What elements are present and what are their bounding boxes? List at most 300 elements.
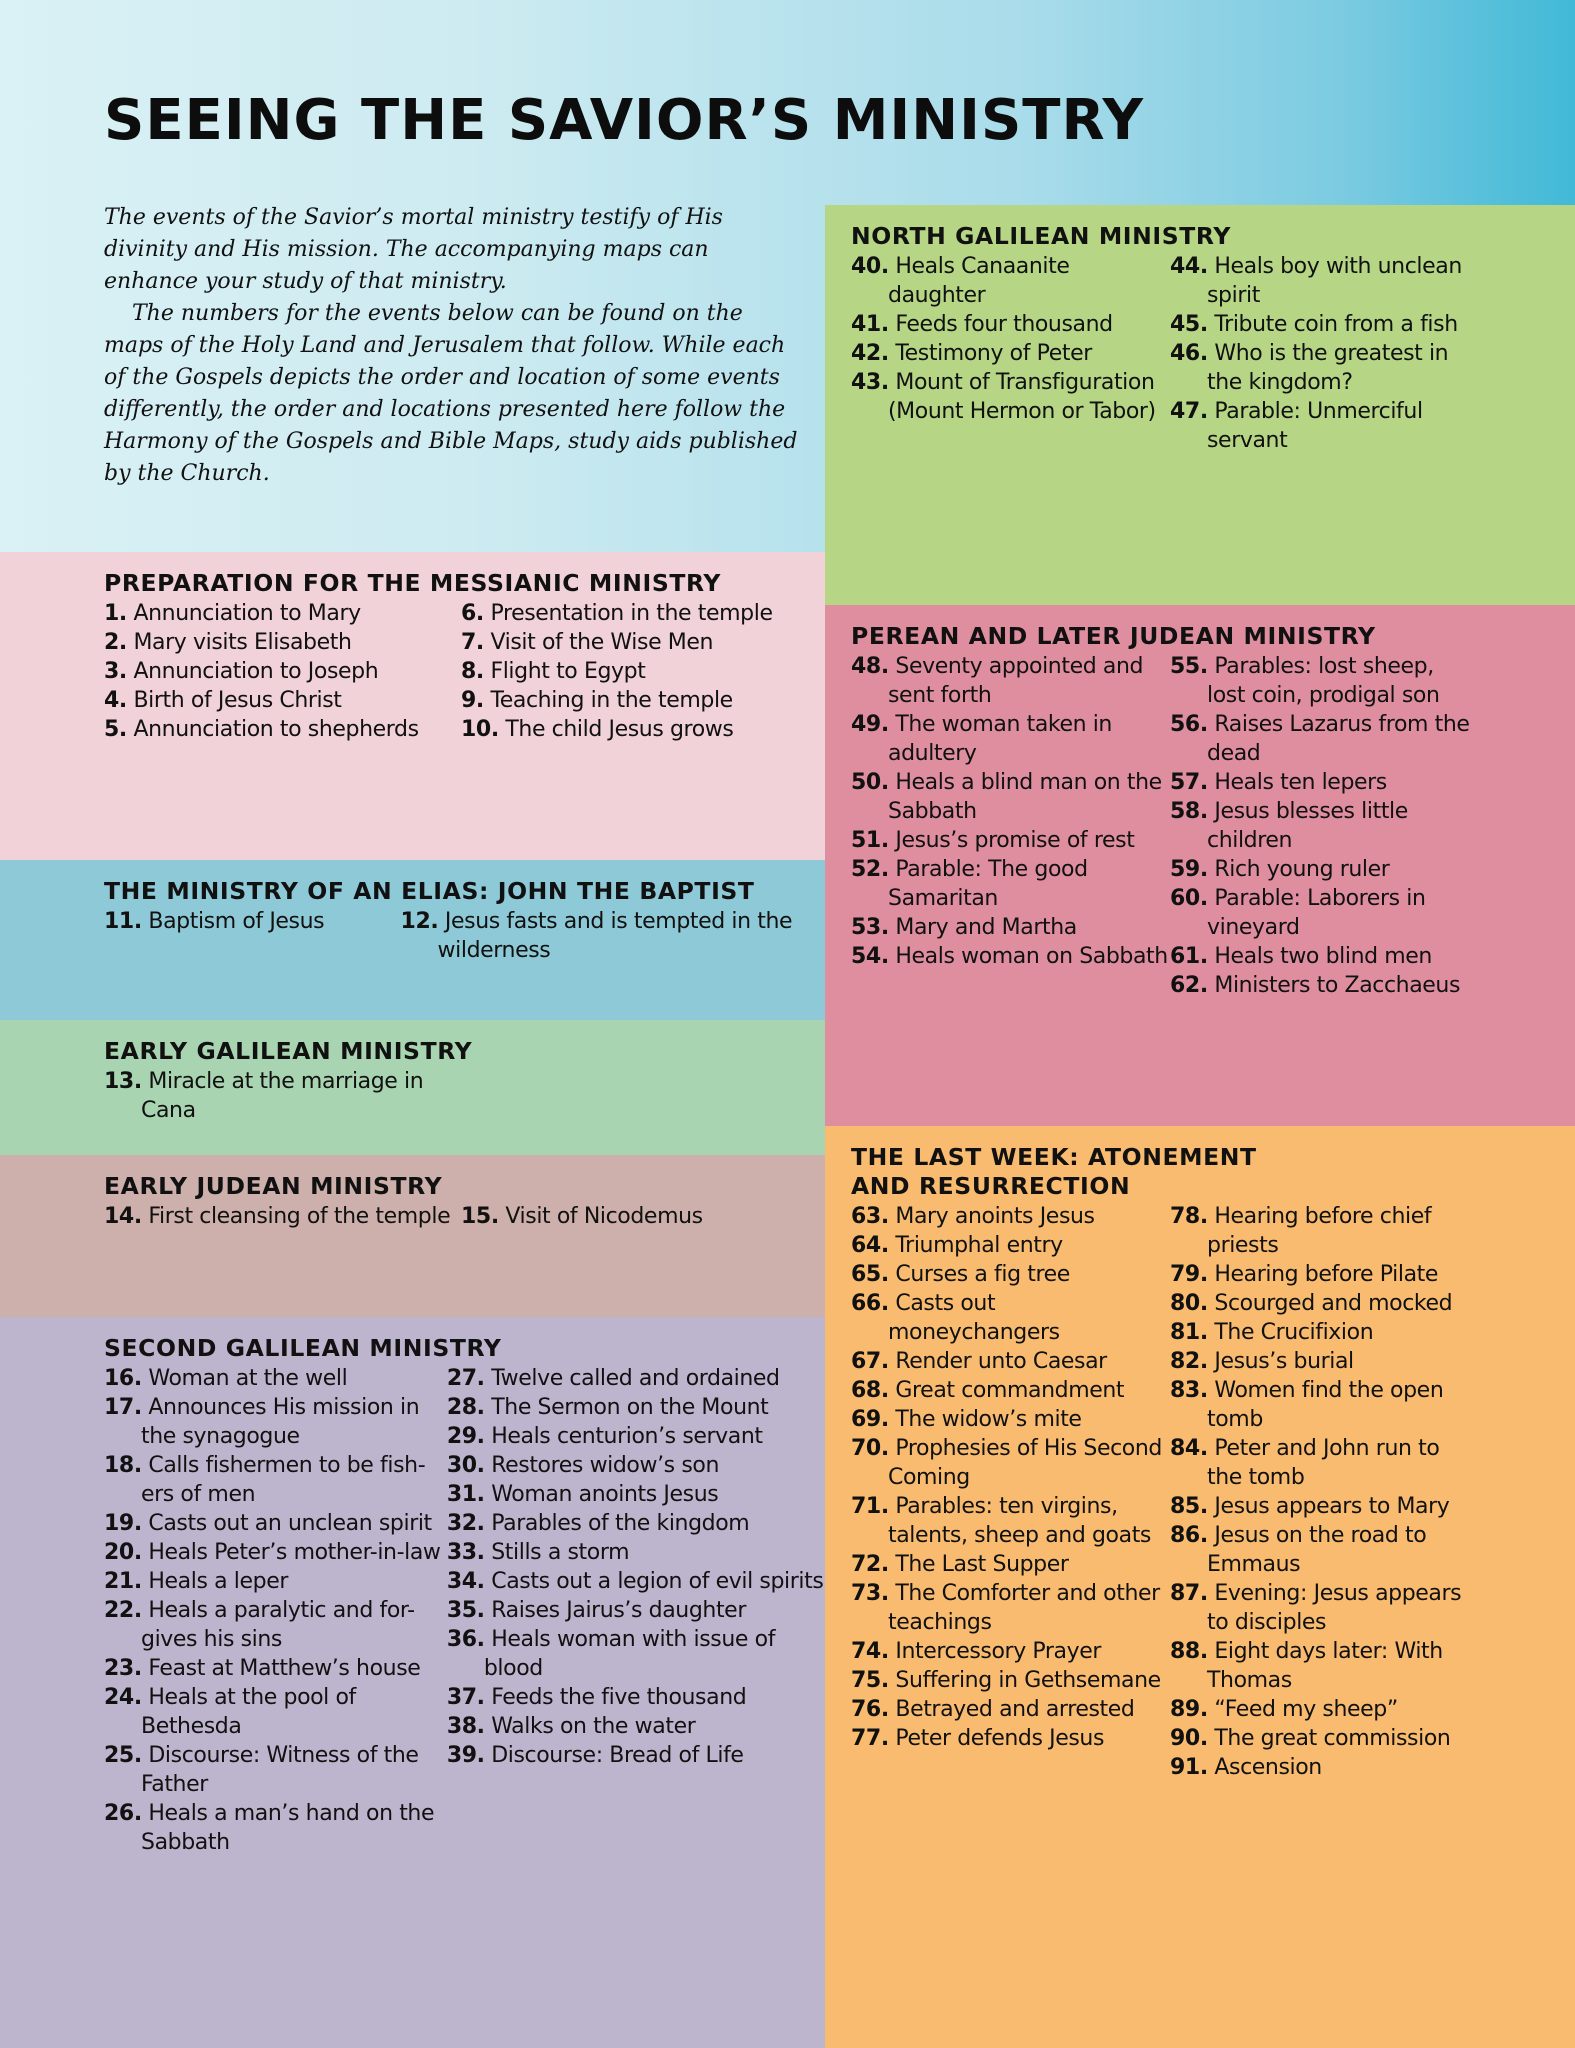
event-item bbox=[851, 855, 1170, 913]
event-number: 5. bbox=[104, 717, 127, 742]
event-number: 54. bbox=[851, 944, 889, 969]
event-item bbox=[1170, 971, 1470, 1000]
event-text: First cleansing of the temple bbox=[148, 1204, 451, 1229]
event-item bbox=[1170, 1289, 1470, 1318]
event-number: 4. bbox=[104, 688, 127, 713]
event-text: Discourse: Bread of Life bbox=[491, 1743, 744, 1768]
event-text: Scourged and mocked bbox=[1214, 1291, 1453, 1316]
event-item bbox=[851, 1695, 1170, 1724]
event-column bbox=[104, 1202, 461, 1231]
event-text: Hearing before chief priests bbox=[1207, 1204, 1432, 1258]
event-text: Mary visits Elisabeth bbox=[133, 630, 352, 655]
event-number: 79. bbox=[1170, 1262, 1208, 1287]
event-number: 20. bbox=[104, 1540, 142, 1565]
event-item bbox=[104, 1567, 447, 1596]
event-columns bbox=[104, 599, 825, 744]
section-preparation bbox=[0, 552, 825, 860]
event-column bbox=[1170, 252, 1470, 455]
event-text: Prophesies of His Second Coming bbox=[888, 1436, 1162, 1490]
event-text: Heals centurion’s servant bbox=[491, 1424, 763, 1449]
event-number: 41. bbox=[851, 312, 889, 337]
event-text: Teaching in the temple bbox=[490, 688, 733, 713]
event-text: Annunciation to Joseph bbox=[133, 659, 379, 684]
event-text: Heals boy with unclean spirit bbox=[1207, 254, 1462, 308]
event-item bbox=[104, 599, 461, 628]
event-text: Annunciation to shepherds bbox=[133, 717, 419, 742]
event-text: Heals Canaanite daughter bbox=[888, 254, 1070, 308]
event-text: Testimony of Peter bbox=[895, 341, 1092, 366]
event-number: 53. bbox=[851, 915, 889, 940]
event-columns bbox=[851, 1202, 1575, 1782]
event-item bbox=[1170, 855, 1470, 884]
event-text: Casts out an unclean spirit bbox=[148, 1511, 432, 1536]
event-number: 65. bbox=[851, 1262, 889, 1287]
event-number: 7. bbox=[461, 630, 484, 655]
event-item bbox=[1170, 310, 1470, 339]
event-number: 89. bbox=[1170, 1697, 1208, 1722]
event-text: Parables: ten virgins, talents, sheep and goats bbox=[888, 1494, 1151, 1548]
event-item bbox=[1170, 1202, 1470, 1260]
event-item bbox=[447, 1364, 825, 1393]
event-number: 61. bbox=[1170, 944, 1208, 969]
event-item bbox=[104, 1654, 447, 1683]
event-item bbox=[104, 1799, 447, 1857]
event-number: 33. bbox=[446, 1540, 485, 1565]
section-last-week bbox=[825, 1126, 1575, 2048]
event-item bbox=[851, 768, 1170, 826]
event-text: Twelve called and ordained bbox=[491, 1366, 780, 1391]
section-title: EARLY GALILEAN MINISTRY bbox=[104, 1037, 473, 1065]
event-text: Hearing before Pilate bbox=[1214, 1262, 1439, 1287]
event-text: Ascension bbox=[1214, 1755, 1322, 1780]
event-text: Visit of Nicodemus bbox=[505, 1204, 703, 1229]
event-text: Annunciation to Mary bbox=[133, 601, 361, 626]
event-text: Render unto Caesar bbox=[895, 1349, 1107, 1374]
event-number: 56. bbox=[1170, 712, 1208, 737]
event-item bbox=[851, 826, 1170, 855]
event-text: Who is the greatest in the kingdom? bbox=[1207, 341, 1449, 395]
event-item bbox=[851, 310, 1170, 339]
event-item bbox=[104, 628, 461, 657]
event-number: 43. bbox=[851, 370, 889, 395]
event-text: Heals at the pool of Bethesda bbox=[141, 1685, 356, 1739]
event-column bbox=[461, 599, 773, 744]
event-text: Announces His mission in the synagogue bbox=[141, 1395, 420, 1449]
event-item bbox=[1170, 1492, 1470, 1521]
event-item bbox=[851, 1202, 1170, 1231]
event-number: 16. bbox=[104, 1366, 142, 1391]
event-text: Evening: Jesus appears to disciples bbox=[1207, 1581, 1462, 1635]
event-item bbox=[851, 1289, 1170, 1347]
event-number: 2. bbox=[104, 630, 127, 655]
event-item bbox=[851, 252, 1170, 310]
event-text: Heals woman on Sabbath bbox=[895, 944, 1168, 969]
event-column bbox=[1170, 652, 1470, 1000]
event-number: 52. bbox=[851, 857, 889, 882]
event-text: Parables: lost sheep, lost coin, prodigal son bbox=[1207, 654, 1440, 708]
event-item bbox=[447, 1596, 825, 1625]
event-number: 91. bbox=[1170, 1755, 1208, 1780]
event-item bbox=[851, 368, 1170, 426]
event-item bbox=[104, 1067, 461, 1125]
event-text: The Crucifixion bbox=[1214, 1320, 1374, 1345]
event-item bbox=[851, 1724, 1170, 1753]
event-text: The Sermon on the Mount bbox=[491, 1395, 769, 1420]
event-column bbox=[104, 907, 401, 965]
event-text: “Feed my sheep” bbox=[1214, 1697, 1398, 1722]
event-number: 22. bbox=[104, 1598, 142, 1623]
event-text: Parable: The good Samaritan bbox=[888, 857, 1088, 911]
event-item bbox=[447, 1538, 825, 1567]
event-number: 76. bbox=[851, 1697, 889, 1722]
event-columns bbox=[104, 1202, 825, 1231]
event-item bbox=[104, 1509, 447, 1538]
event-item bbox=[104, 1538, 447, 1567]
event-number: 74. bbox=[851, 1639, 889, 1664]
event-text: Parable: Unmerciful servant bbox=[1207, 399, 1423, 453]
event-number: 77. bbox=[851, 1726, 889, 1751]
event-text: Parable: Laborers in vineyard bbox=[1207, 886, 1426, 940]
event-text: Jesus on the road to Emmaus bbox=[1207, 1523, 1427, 1577]
event-number: 49. bbox=[851, 712, 889, 737]
event-column bbox=[461, 1202, 703, 1231]
event-text: Miracle at the marriage in Cana bbox=[141, 1069, 424, 1123]
event-item bbox=[461, 1202, 703, 1231]
event-item bbox=[1170, 1724, 1470, 1753]
event-number: 82. bbox=[1170, 1349, 1208, 1374]
event-item bbox=[104, 1202, 461, 1231]
event-item bbox=[1170, 1376, 1470, 1434]
event-text: Intercessory Prayer bbox=[895, 1639, 1102, 1664]
event-text: Presentation in the temple bbox=[490, 601, 773, 626]
event-item bbox=[461, 599, 773, 628]
event-text: The Comforter and other teachings bbox=[888, 1581, 1160, 1635]
event-number: 50. bbox=[851, 770, 889, 795]
event-item bbox=[851, 1550, 1170, 1579]
event-text: Heals a blind man on the Sabbath bbox=[888, 770, 1162, 824]
event-item bbox=[1170, 1753, 1470, 1782]
event-number: 30. bbox=[446, 1453, 485, 1478]
event-item bbox=[447, 1451, 825, 1480]
event-number: 62. bbox=[1170, 973, 1208, 998]
event-text: Baptism of Jesus bbox=[148, 909, 325, 934]
event-text: Mary anoints Jesus bbox=[895, 1204, 1095, 1229]
event-text: Peter and John run to the tomb bbox=[1207, 1436, 1440, 1490]
event-number: 70. bbox=[851, 1436, 889, 1461]
event-item bbox=[447, 1509, 825, 1538]
event-text: Casts out a legion of evil spirits bbox=[491, 1569, 824, 1594]
event-text: Raises Jairus’s daughter bbox=[491, 1598, 746, 1623]
event-text: Ministers to Zacchaeus bbox=[1214, 973, 1461, 998]
event-number: 46. bbox=[1170, 341, 1208, 366]
section-perean bbox=[825, 605, 1575, 1126]
intro-paragraph: The numbers for the events below can be found on the maps of the Holy Land and Jerusalem that follow. While each of the Gospels depicts the order and location of some events differently, the order and locations presented here follow the Harmony of the Gospels and Bible Maps, study aids published by the Church. bbox=[104, 301, 798, 486]
event-number: 27. bbox=[446, 1366, 485, 1391]
event-item bbox=[1170, 1434, 1470, 1492]
event-column bbox=[104, 1067, 461, 1125]
event-number: 48. bbox=[851, 654, 889, 679]
event-text: The widow’s mite bbox=[895, 1407, 1082, 1432]
event-text: Heals ten lepers bbox=[1214, 770, 1387, 795]
event-item bbox=[1170, 1521, 1470, 1579]
event-item bbox=[104, 715, 461, 744]
event-text: Casts out moneychangers bbox=[888, 1291, 1060, 1345]
event-item bbox=[851, 652, 1170, 710]
event-column bbox=[401, 907, 825, 965]
event-text: The child Jesus grows bbox=[505, 717, 734, 742]
event-item bbox=[461, 686, 773, 715]
event-text: Mary and Martha bbox=[895, 915, 1077, 940]
event-text: Curses a fig tree bbox=[895, 1262, 1070, 1287]
event-item bbox=[1170, 768, 1470, 797]
section-title: SECOND GALILEAN MINISTRY bbox=[104, 1334, 502, 1362]
event-text: Rich young ruler bbox=[1214, 857, 1390, 882]
event-text: Discourse: Witness of the Father bbox=[141, 1743, 419, 1797]
event-number: 58. bbox=[1170, 799, 1208, 824]
intro-text bbox=[104, 202, 804, 490]
event-item bbox=[447, 1567, 825, 1596]
event-text: Heals Peter’s mother-in-law bbox=[148, 1540, 441, 1565]
event-number: 85. bbox=[1170, 1494, 1208, 1519]
event-item bbox=[1170, 797, 1470, 855]
event-item bbox=[104, 1741, 447, 1799]
event-text: Jesus fasts and is tempted in the wilderness bbox=[437, 909, 793, 963]
event-number: 84. bbox=[1170, 1436, 1208, 1461]
event-text: Tribute coin from a fish bbox=[1214, 312, 1458, 337]
intro-paragraph: The events of the Savior’s mortal ministry testify of His divinity and His mission. The accompanying maps can enhance your study of that ministry. bbox=[104, 205, 723, 294]
section-elias bbox=[0, 860, 825, 1020]
event-number: 32. bbox=[446, 1511, 485, 1536]
event-number: 17. bbox=[104, 1395, 142, 1420]
event-number: 75. bbox=[851, 1668, 889, 1693]
event-text: Seventy appointed and sent forth bbox=[888, 654, 1144, 708]
event-item bbox=[851, 339, 1170, 368]
event-text: Heals a paralytic and for-gives his sins bbox=[141, 1598, 415, 1652]
event-item bbox=[461, 657, 773, 686]
event-item bbox=[447, 1712, 825, 1741]
event-item bbox=[851, 1666, 1170, 1695]
section-second-galilean bbox=[0, 1317, 825, 2048]
event-number: 40. bbox=[851, 254, 889, 279]
event-number: 42. bbox=[851, 341, 889, 366]
event-item bbox=[851, 1637, 1170, 1666]
event-item bbox=[1170, 652, 1470, 710]
event-number: 86. bbox=[1170, 1523, 1208, 1548]
event-item bbox=[447, 1422, 825, 1451]
event-number: 13. bbox=[104, 1069, 142, 1094]
event-number: 23. bbox=[104, 1656, 142, 1681]
event-number: 90. bbox=[1170, 1726, 1208, 1751]
event-column bbox=[851, 652, 1170, 1000]
event-text: Jesus appears to Mary bbox=[1214, 1494, 1450, 1519]
event-text: Woman at the well bbox=[148, 1366, 348, 1391]
event-item bbox=[851, 1376, 1170, 1405]
event-column bbox=[1170, 1202, 1470, 1782]
event-columns bbox=[104, 1067, 825, 1125]
event-column bbox=[851, 1202, 1170, 1782]
event-number: 51. bbox=[851, 828, 889, 853]
event-item bbox=[1170, 1260, 1470, 1289]
event-number: 9. bbox=[461, 688, 484, 713]
event-item bbox=[1170, 884, 1470, 942]
event-number: 35. bbox=[446, 1598, 485, 1623]
event-text: Birth of Jesus Christ bbox=[133, 688, 342, 713]
event-item bbox=[447, 1393, 825, 1422]
section-early-galilean bbox=[0, 1020, 825, 1155]
event-item bbox=[104, 1596, 447, 1654]
event-item bbox=[851, 1405, 1170, 1434]
section-title: THE LAST WEEK: ATONEMENT AND RESURRECTION bbox=[851, 1143, 1257, 1200]
event-item bbox=[104, 1393, 447, 1451]
event-number: 59. bbox=[1170, 857, 1208, 882]
event-number: 64. bbox=[851, 1233, 889, 1258]
event-text: Heals woman with issue of blood bbox=[483, 1627, 776, 1681]
event-number: 72. bbox=[851, 1552, 889, 1577]
event-number: 87. bbox=[1170, 1581, 1208, 1606]
event-number: 34. bbox=[446, 1569, 485, 1594]
event-number: 45. bbox=[1170, 312, 1208, 337]
event-text: Jesus’s promise of rest bbox=[895, 828, 1135, 853]
event-column bbox=[851, 252, 1170, 455]
event-text: Visit of the Wise Men bbox=[490, 630, 714, 655]
event-number: 19. bbox=[104, 1511, 142, 1536]
event-text: Woman anoints Jesus bbox=[491, 1482, 719, 1507]
event-number: 73. bbox=[851, 1581, 889, 1606]
event-number: 57. bbox=[1170, 770, 1208, 795]
event-columns bbox=[851, 252, 1575, 455]
event-columns bbox=[104, 1364, 825, 1857]
event-text: Jesus blesses little children bbox=[1207, 799, 1408, 853]
event-item bbox=[1170, 1695, 1470, 1724]
event-item bbox=[447, 1480, 825, 1509]
event-text: Betrayed and arrested bbox=[895, 1697, 1135, 1722]
event-text: Eight days later: With Thomas bbox=[1207, 1639, 1443, 1693]
event-item bbox=[104, 1451, 447, 1509]
event-item bbox=[851, 1492, 1170, 1550]
event-item bbox=[851, 1231, 1170, 1260]
event-text: The woman taken in adultery bbox=[888, 712, 1112, 766]
event-text: The great commission bbox=[1214, 1726, 1451, 1751]
event-number: 1. bbox=[104, 601, 127, 626]
event-text: Feeds four thousand bbox=[895, 312, 1113, 337]
event-number: 12. bbox=[400, 909, 439, 934]
event-item bbox=[851, 942, 1170, 971]
event-number: 60. bbox=[1170, 886, 1208, 911]
event-text: Heals a leper bbox=[148, 1569, 288, 1594]
event-number: 36. bbox=[446, 1627, 485, 1652]
event-number: 24. bbox=[104, 1685, 142, 1710]
event-item bbox=[447, 1741, 825, 1770]
event-columns bbox=[851, 652, 1575, 1000]
section-title: PREPARATION FOR THE MESSIANIC MINISTRY bbox=[104, 569, 722, 597]
event-number: 68. bbox=[851, 1378, 889, 1403]
event-text: Women find the open tomb bbox=[1207, 1378, 1444, 1432]
section-early-judean bbox=[0, 1155, 825, 1317]
event-number: 80. bbox=[1170, 1291, 1208, 1316]
event-number: 81. bbox=[1170, 1320, 1208, 1345]
event-item bbox=[1170, 252, 1470, 310]
event-text: Flight to Egypt bbox=[490, 659, 646, 684]
event-item bbox=[104, 686, 461, 715]
event-number: 66. bbox=[851, 1291, 889, 1316]
section-north-galilean bbox=[825, 205, 1575, 605]
event-item bbox=[461, 628, 773, 657]
event-column bbox=[104, 1364, 447, 1857]
event-number: 3. bbox=[104, 659, 127, 684]
event-number: 39. bbox=[446, 1743, 485, 1768]
event-text: Suffering in Gethsemane bbox=[895, 1668, 1161, 1693]
event-item bbox=[851, 1347, 1170, 1376]
event-item bbox=[401, 907, 825, 965]
event-text: Mount of Transfiguration (Mount Hermon or Tabor) bbox=[888, 370, 1156, 424]
event-text: Restores widow’s son bbox=[491, 1453, 720, 1478]
event-text: Raises Lazarus from the dead bbox=[1207, 712, 1470, 766]
section-title: PEREAN AND LATER JUDEAN MINISTRY bbox=[851, 622, 1376, 650]
event-number: 71. bbox=[851, 1494, 889, 1519]
event-column bbox=[447, 1364, 825, 1857]
event-columns bbox=[104, 907, 825, 965]
event-number: 6. bbox=[461, 601, 484, 626]
event-text: Parables of the kingdom bbox=[491, 1511, 750, 1536]
event-number: 14. bbox=[104, 1204, 142, 1229]
event-text: The Last Supper bbox=[895, 1552, 1069, 1577]
section-title: THE MINISTRY OF AN ELIAS: JOHN THE BAPTIST bbox=[104, 877, 755, 905]
event-item bbox=[104, 1364, 447, 1393]
event-item bbox=[851, 1579, 1170, 1637]
event-number: 31. bbox=[446, 1482, 485, 1507]
event-text: Jesus’s burial bbox=[1214, 1349, 1354, 1374]
event-item bbox=[104, 907, 401, 936]
event-item bbox=[1170, 942, 1470, 971]
event-text: Heals two blind men bbox=[1214, 944, 1432, 969]
event-item bbox=[1170, 1347, 1470, 1376]
event-item bbox=[461, 715, 773, 744]
section-title: NORTH GALILEAN MINISTRY bbox=[851, 222, 1231, 250]
event-number: 18. bbox=[104, 1453, 142, 1478]
event-text: Stills a storm bbox=[491, 1540, 630, 1565]
event-text: Peter defends Jesus bbox=[895, 1726, 1105, 1751]
event-text: Feast at Matthew’s house bbox=[148, 1656, 421, 1681]
event-text: Triumphal entry bbox=[895, 1233, 1063, 1258]
event-text: Great commandment bbox=[895, 1378, 1125, 1403]
event-number: 28. bbox=[446, 1395, 485, 1420]
event-item bbox=[1170, 397, 1470, 455]
event-item bbox=[851, 1434, 1170, 1492]
event-item bbox=[104, 657, 461, 686]
event-number: 69. bbox=[851, 1407, 889, 1432]
event-item bbox=[1170, 339, 1470, 397]
event-number: 10. bbox=[461, 717, 499, 742]
event-number: 26. bbox=[104, 1801, 142, 1826]
event-number: 63. bbox=[851, 1204, 889, 1229]
event-item bbox=[851, 913, 1170, 942]
event-text: Feeds the five thousand bbox=[491, 1685, 747, 1710]
event-text: Heals a man’s hand on the Sabbath bbox=[141, 1801, 435, 1855]
event-item bbox=[1170, 1637, 1470, 1695]
event-item bbox=[1170, 1318, 1470, 1347]
event-item bbox=[447, 1683, 825, 1712]
event-item bbox=[851, 710, 1170, 768]
event-number: 15. bbox=[461, 1204, 499, 1229]
event-number: 55. bbox=[1170, 654, 1208, 679]
event-number: 11. bbox=[104, 909, 142, 934]
section-title: EARLY JUDEAN MINISTRY bbox=[104, 1172, 443, 1200]
event-item bbox=[1170, 1579, 1470, 1637]
event-number: 21. bbox=[104, 1569, 142, 1594]
event-number: 78. bbox=[1170, 1204, 1208, 1229]
event-number: 25. bbox=[104, 1743, 142, 1768]
event-number: 37. bbox=[446, 1685, 485, 1710]
